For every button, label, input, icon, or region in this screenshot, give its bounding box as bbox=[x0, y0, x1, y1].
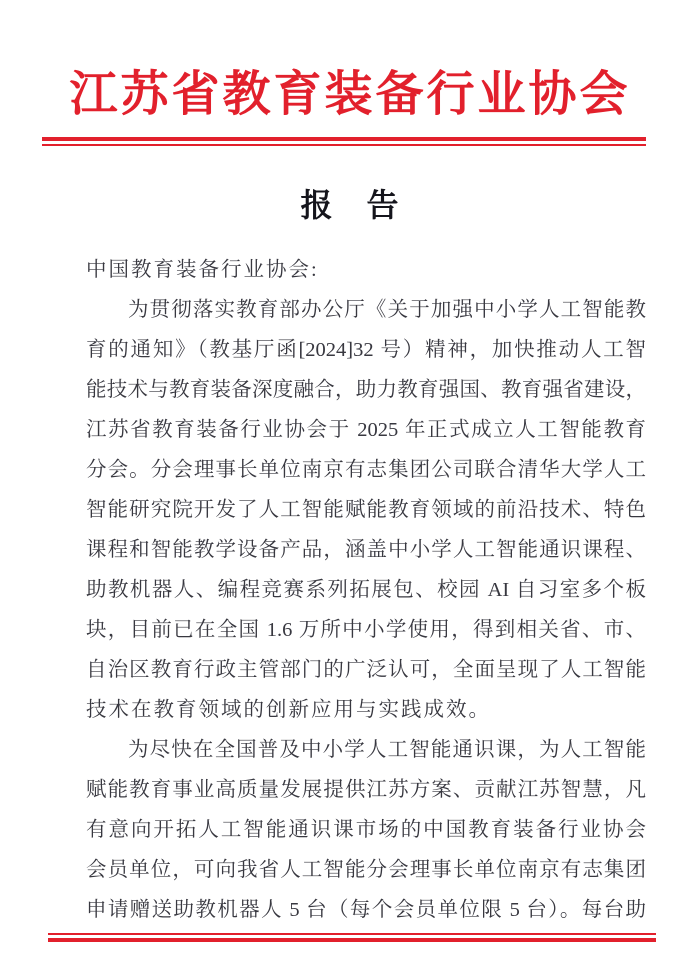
letterhead-org-title: 江苏省教育装备行业协会 bbox=[69, 68, 631, 121]
body-line: 能技术与教育装备深度融合，助力教育强国、教育强省建设， bbox=[86, 379, 646, 401]
body-line: 江苏省教育装备行业协会于 2025 年正式成立人工智能教育 bbox=[86, 419, 646, 441]
body-line: 为尽快在全国普及中小学人工智能通识课，为人工智能 bbox=[128, 739, 646, 761]
body-paragraph-lines bbox=[86, 290, 646, 930]
body-line: 助教机器人、编程竞赛系列拓展包、校园 AI 自习室多个板 bbox=[86, 579, 646, 601]
footer-rule-thin bbox=[48, 933, 656, 935]
body-line: 有意向开拓人工智能通识课市场的中国教育装备行业协会 bbox=[86, 819, 646, 841]
document-body bbox=[86, 250, 646, 930]
letterhead-rule-thin bbox=[42, 144, 646, 146]
letterhead-rule-thick bbox=[42, 137, 646, 141]
body-line: 会员单位，可向我省人工智能分会理事长单位南京有志集团 bbox=[86, 859, 646, 881]
body-line: 智能研究院开发了人工智能赋能教育领域的前沿技术、特色 bbox=[86, 499, 646, 521]
body-line: 技术在教育领域的创新应用与实践成效。 bbox=[86, 699, 491, 721]
body-line: 为贯彻落实教育部办公厅《关于加强中小学人工智能教 bbox=[128, 299, 646, 321]
body-line: 育的通知》（教基厅函[2024]32 号）精神，加快推动人工智 bbox=[86, 339, 646, 361]
body-line: 块，目前已在全国 1.6 万所中小学使用，得到相关省、市、 bbox=[86, 619, 646, 641]
body-line: 申请赠送助教机器人 5 台（每个会员单位限 5 台）。每台助 bbox=[86, 899, 646, 921]
body-line: 课程和智能教学设备产品，涵盖中小学人工智能通识课程、 bbox=[86, 539, 646, 561]
body-line: 赋能教育事业高质量发展提供江苏方案、贡献江苏智慧，凡 bbox=[86, 779, 646, 801]
body-line: 分会。分会理事长单位南京有志集团公司联合清华大学人工 bbox=[86, 459, 646, 481]
salutation-line: 中国教育装备行业协会: bbox=[86, 259, 319, 281]
document-title: 报 告 bbox=[300, 187, 400, 223]
footer-rule-thick bbox=[48, 938, 656, 942]
body-line: 自治区教育行政主管部门的广泛认可，全面呈现了人工智能 bbox=[86, 659, 646, 681]
